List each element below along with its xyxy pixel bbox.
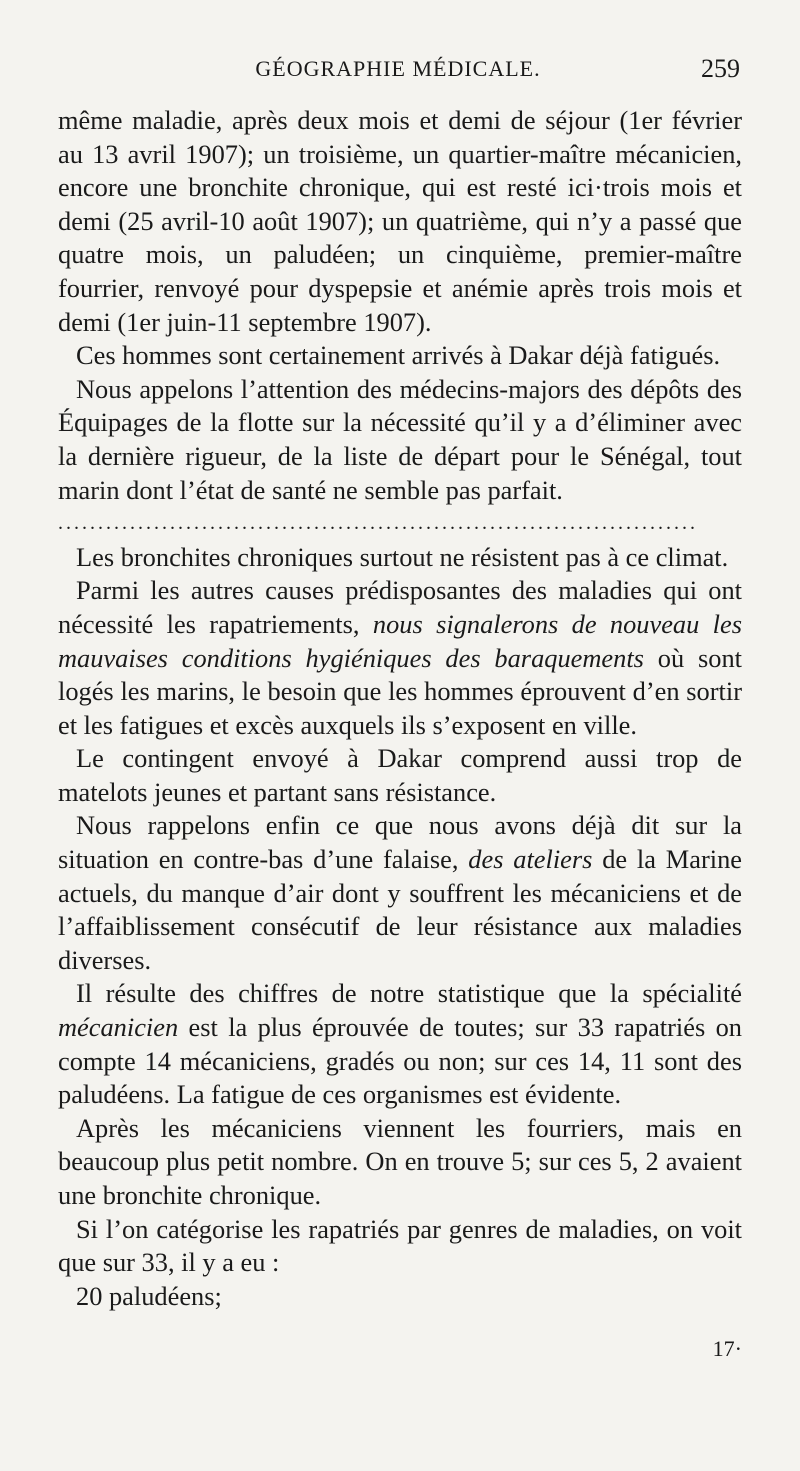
paragraph-fatigue: Ces hommes sont certainement arrivés à Dakar déjà fatigués. — [76, 340, 721, 371]
text-span: Il résulte des chiffres de notre statistique que la spécialité — [76, 978, 742, 1009]
signature-mark: 17· — [712, 1336, 742, 1361]
paragraph-attention: Nous appelons l’attention des médecins-majors des dépôts des Équipages de la flotte sur la nécessité qu’il y a d’éliminer avec la dernière rigueur, de la liste de départ pour le Sénégal, tout marin dont l’état de santé ne semble pas parfait. — [58, 373, 742, 505]
paragraph-fourriers: Après les mécaniciens viennent les fourriers, mais en beaucoup plus petit nombre. On en trouve 5; sur ces 5, 2 avaient une bronchite chronique. — [58, 1112, 742, 1210]
running-head — [56, 52, 740, 92]
paragraph-specialite — [58, 977, 742, 1111]
italic-emphasis: mécanicien — [58, 1012, 179, 1043]
paragraph-continuation: même maladie, après deux mois et demi de séjour (1er février au 13 avril 1907); un troisième, un quartier-maître mécanicien, encore une bronchite chronique, qui est resté ici·trois mois et demi (25 avril-10 août 1907); un quatrième, qui n’y a passé que quatre mois, un paludéen; un cinquième, premier-maître fourrier, renvoyé pour dyspepsie et anémie après trois mois et demi (1er juin-11 septembre 1907). — [58, 105, 742, 337]
paragraph-causes — [58, 574, 742, 742]
list-item-paludeens: 20 paludéens; — [76, 1280, 222, 1311]
italic-emphasis: des ateliers — [468, 844, 593, 875]
paragraph-categorise: Si l’on catégorise les rapatriés par genres de maladies, on voit que sur 33, il y a eu : — [58, 1213, 742, 1278]
running-title: GÉOGRAPHIE MÉDICALE. — [255, 56, 541, 81]
ellipsis-separator: ................................................................................ — [58, 512, 698, 535]
text-span: de la Marine actuels, du manque d’air dont y souffrent les mécaniciens et de l’affaiblissement consécutif de leur résistance aux maladies diverses. — [58, 844, 742, 975]
text-span: est la plus éprouvée de toutes; sur 33 rapatriés on compte 14 mécaniciens, gradés ou non; sur ces 14, 11 sont des paludéens. La fatigue de ces organismes est évidente. — [58, 1012, 742, 1110]
paragraph-situation — [58, 809, 742, 977]
paragraph-bronchites: Les bronchites chroniques surtout ne résistent pas à ce climat. — [76, 541, 729, 572]
italic-emphasis: nous signalerons de nouveau les mauvaises conditions hygiéniques des baraquements — [58, 608, 742, 673]
text-span: Nous rappelons enfin ce que nous avons déjà dit sur la situation en contre-bas d’une falaise, — [58, 810, 742, 875]
body-text — [58, 104, 742, 1313]
paragraph-contingent: Le contingent envoyé à Dakar comprend aussi trop de matelots jeunes et partant sans résistance. — [58, 743, 742, 807]
page-number: 259 — [701, 54, 740, 83]
text-span: Parmi les autres causes prédisposantes des maladies qui ont nécessité les rapatriements, — [58, 575, 742, 639]
text-span: où sont logés les marins, le besoin que les hommes éprouvent d’en sortir et les fatigues et excès auxquels ils s’exposent en ville. — [58, 642, 742, 740]
